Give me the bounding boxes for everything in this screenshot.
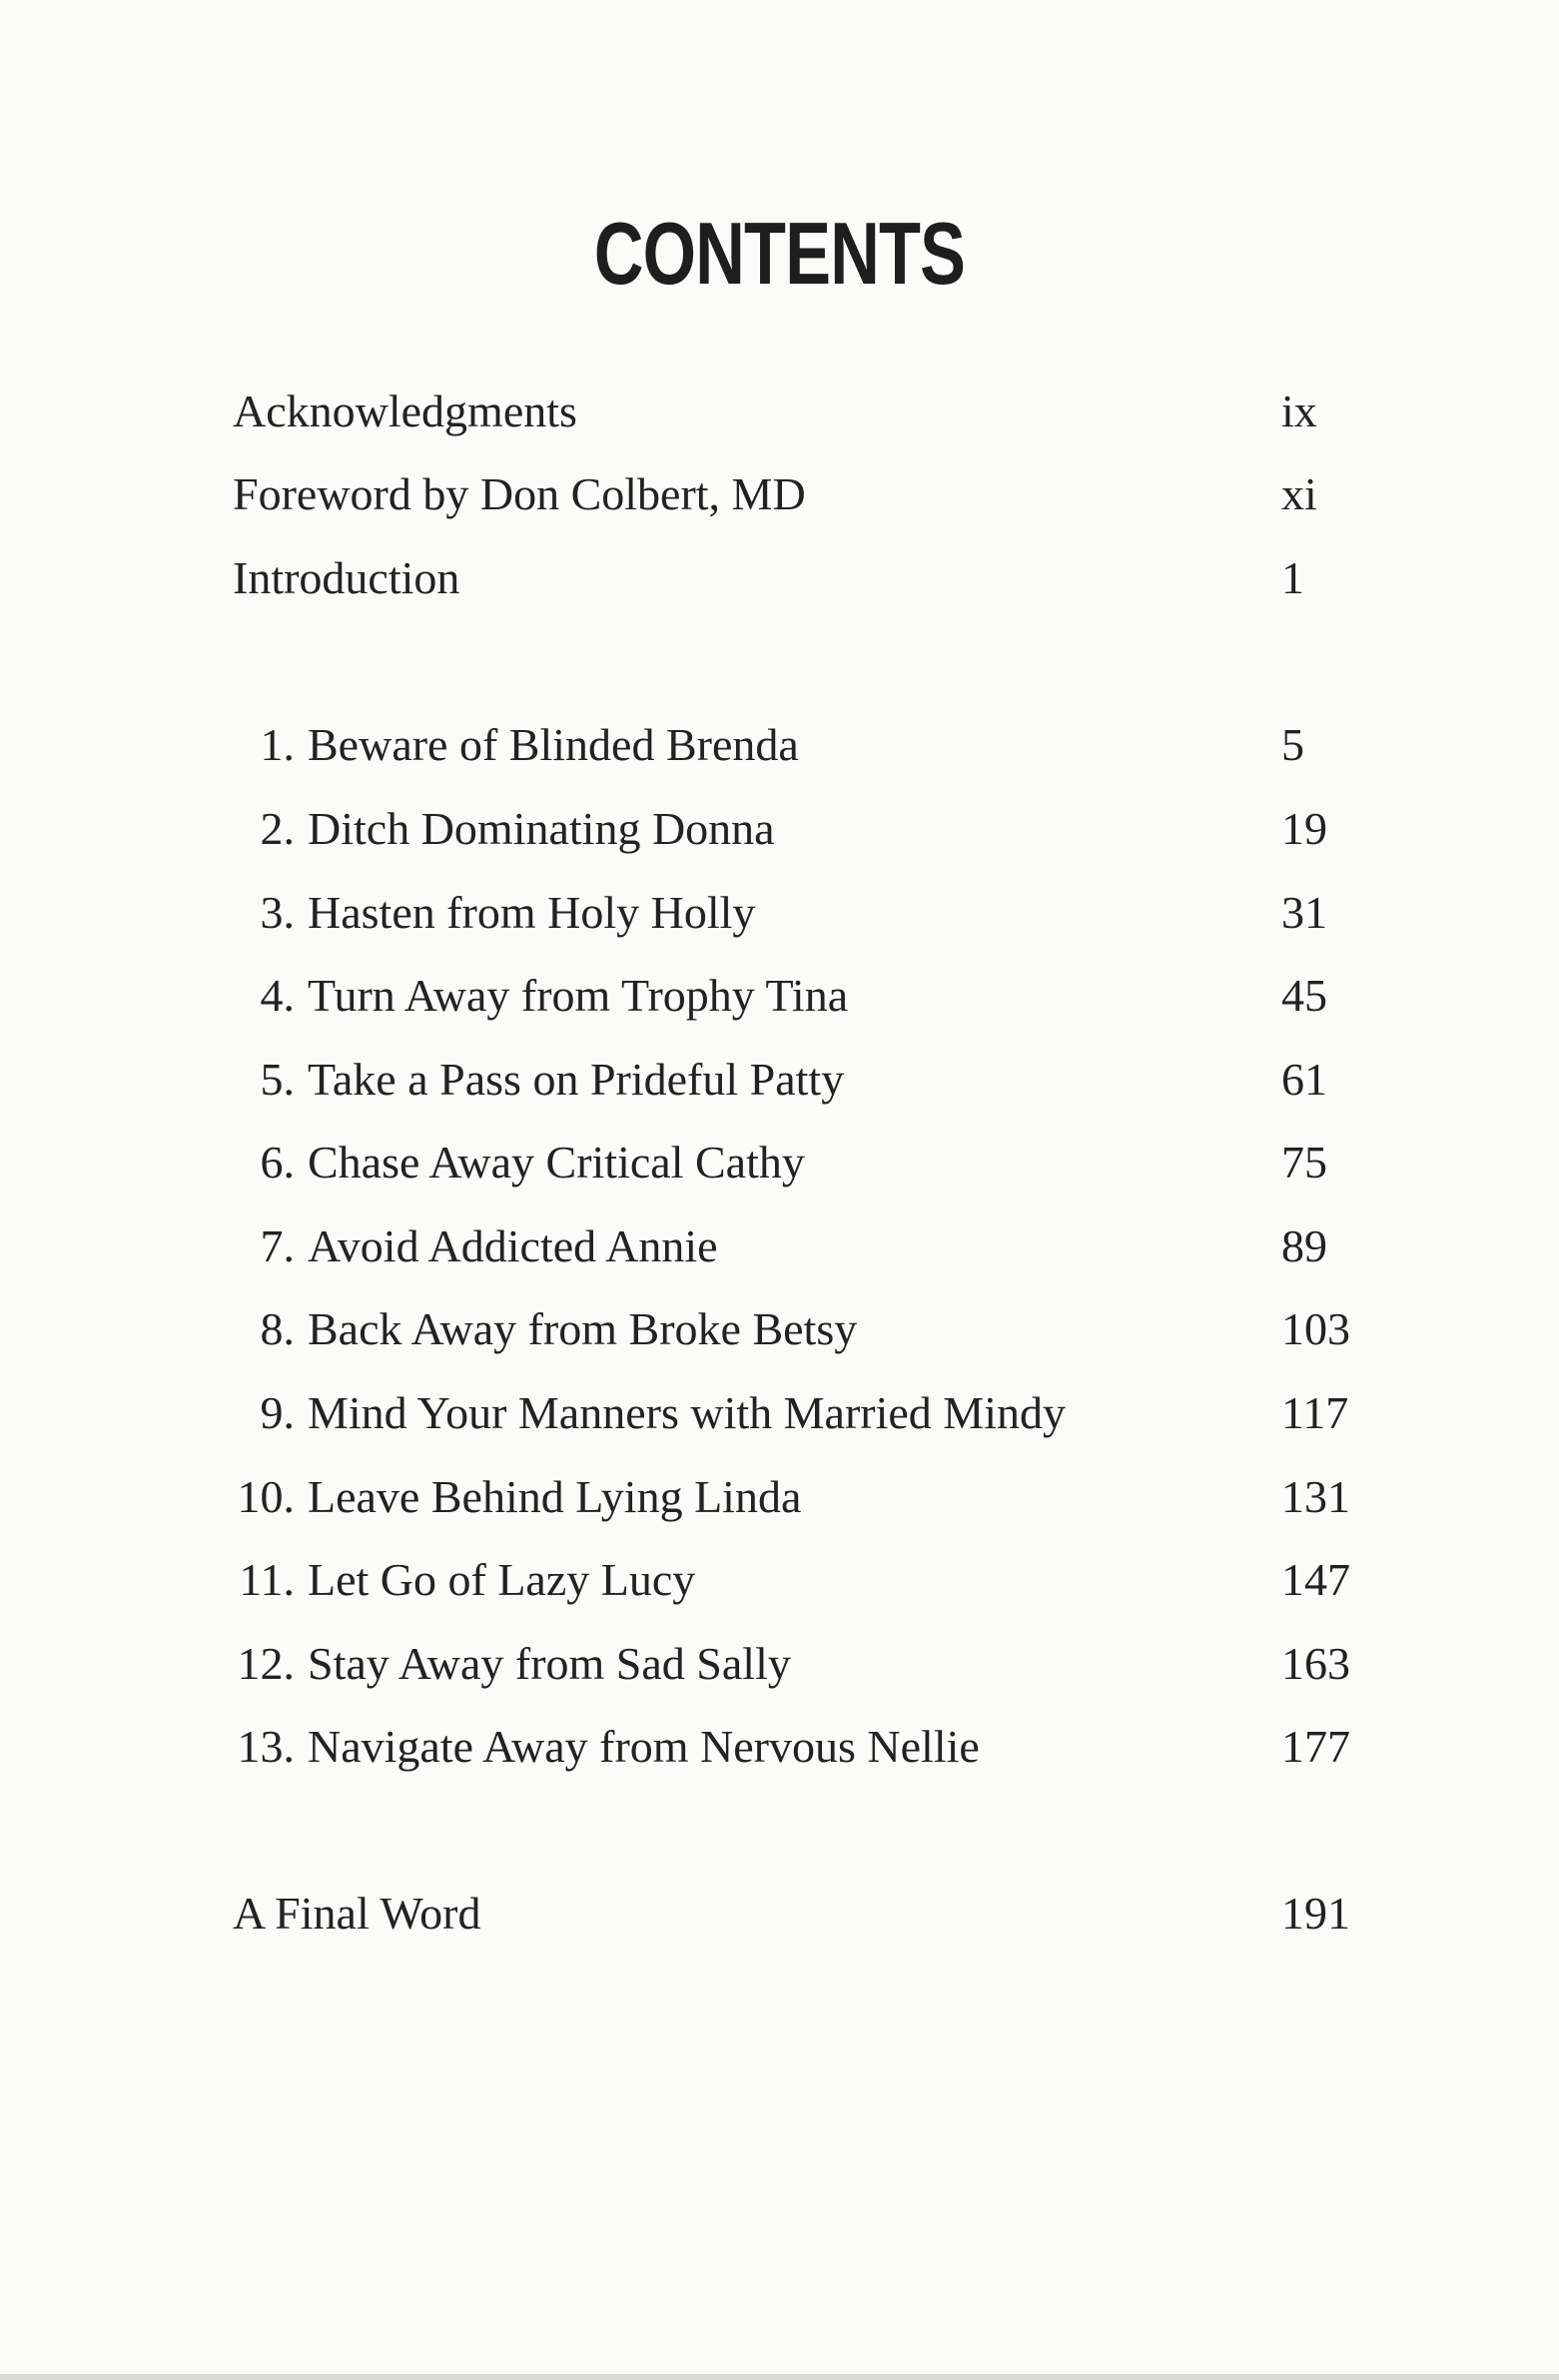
chapter-page: 147	[1281, 1554, 1350, 1605]
chapter-page: 131	[1281, 1471, 1350, 1522]
chapter-number: 11.	[239, 1554, 295, 1605]
chapter-number: 12.	[237, 1638, 295, 1689]
chapter-number: 2.	[260, 803, 295, 854]
chapter-title: Ditch Dominating Donna	[308, 803, 775, 854]
chapter-number: 7.	[260, 1220, 295, 1271]
chapter-title: Stay Away from Sad Sally	[308, 1638, 791, 1689]
chapter-title: Back Away from Broke Betsy	[308, 1303, 858, 1354]
chapter-title: Mind Your Manners with Married Mindy	[308, 1387, 1066, 1438]
toc-entry-final-word[interactable]	[233, 1884, 1361, 1944]
chapter-number: 10.	[237, 1471, 295, 1522]
toc-chapter-11[interactable]	[233, 1550, 1361, 1610]
chapter-page: 19	[1281, 803, 1327, 854]
chapter-page: 177	[1281, 1721, 1350, 1772]
chapter-title: Chase Away Critical Cathy	[308, 1137, 805, 1188]
toc-chapter-2[interactable]	[233, 799, 1361, 859]
toc-entry-acknowledgments[interactable]	[233, 382, 1361, 441]
page-title: CONTENTS	[593, 204, 966, 303]
chapter-number: 3.	[260, 887, 295, 938]
chapter-title: Let Go of Lazy Lucy	[308, 1554, 696, 1605]
toc-chapter-10[interactable]	[233, 1467, 1361, 1527]
toc-chapter-8[interactable]	[233, 1299, 1361, 1359]
toc-chapter-9[interactable]	[233, 1383, 1361, 1443]
chapter-page: 61	[1281, 1054, 1327, 1105]
chapter-page: 117	[1281, 1387, 1349, 1438]
chapter-title: Take a Pass on Prideful Patty	[308, 1054, 845, 1105]
chapter-page: 89	[1281, 1220, 1327, 1271]
chapter-number: 4.	[260, 970, 295, 1021]
chapter-title: Turn Away from Trophy Tina	[308, 970, 849, 1021]
toc-chapter-4[interactable]	[233, 966, 1361, 1026]
chapter-page: 45	[1281, 970, 1327, 1021]
chapter-number: 6.	[260, 1137, 295, 1188]
toc-entry-page: 191	[1281, 1888, 1350, 1939]
toc-entry-introduction[interactable]	[233, 548, 1361, 608]
chapter-page: 5	[1281, 719, 1304, 770]
toc-chapter-5[interactable]	[233, 1050, 1361, 1110]
toc-entry-label: Foreword by Don Colbert, MD	[233, 468, 806, 519]
toc-entry-label: Acknowledgments	[233, 386, 577, 436]
toc-chapter-1[interactable]	[233, 715, 1361, 775]
chapter-number: 5.	[260, 1054, 295, 1105]
chapter-title: Navigate Away from Nervous Nellie	[308, 1721, 980, 1772]
toc-chapter-7[interactable]	[233, 1216, 1361, 1276]
toc-entry-page: xi	[1281, 468, 1317, 519]
toc-chapter-12[interactable]	[233, 1634, 1361, 1694]
page-bottom-edge	[0, 2374, 1559, 2380]
chapter-number: 9.	[260, 1387, 295, 1438]
chapter-title: Hasten from Holy Holly	[308, 887, 756, 938]
chapter-title: Avoid Addicted Annie	[308, 1220, 718, 1271]
toc-entry-label: A Final Word	[233, 1888, 481, 1939]
chapter-title: Leave Behind Lying Linda	[308, 1471, 802, 1522]
toc-entry-page: ix	[1281, 386, 1317, 436]
toc-entry-label: Introduction	[233, 552, 460, 603]
chapter-page: 163	[1281, 1638, 1350, 1689]
chapter-title: Beware of Blinded Brenda	[308, 719, 799, 770]
chapter-page: 75	[1281, 1137, 1327, 1188]
toc-chapter-13[interactable]	[233, 1717, 1361, 1777]
chapter-number: 1.	[260, 719, 295, 770]
chapter-page: 31	[1281, 887, 1327, 938]
chapter-number: 8.	[260, 1303, 295, 1354]
chapter-number: 13.	[237, 1721, 295, 1772]
toc-chapter-6[interactable]	[233, 1133, 1361, 1192]
chapter-page: 103	[1281, 1303, 1350, 1354]
toc-chapter-3[interactable]	[233, 883, 1361, 943]
toc-entry-page: 1	[1281, 552, 1304, 603]
toc-entry-foreword[interactable]	[233, 464, 1361, 524]
